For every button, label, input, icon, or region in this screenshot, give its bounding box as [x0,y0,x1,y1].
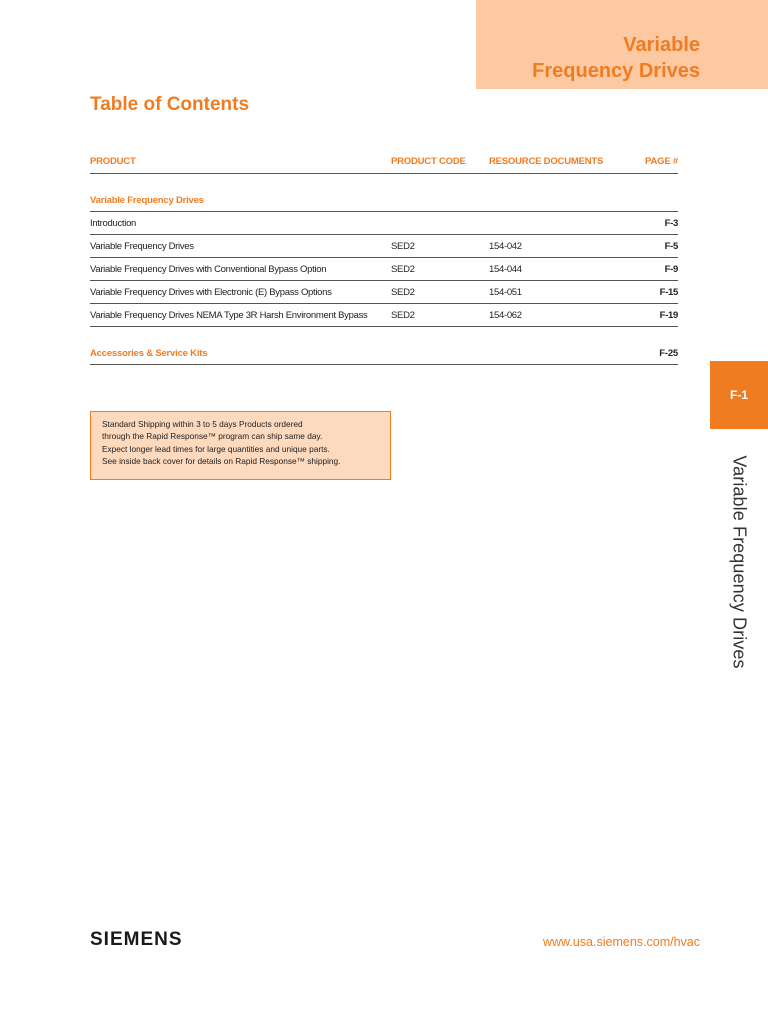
row-resource: 154-051 [489,286,522,298]
section-tab[interactable]: F-1 [710,361,768,429]
row-page: F-5 [664,240,678,252]
side-section-label: Variable Frequency Drives [729,455,750,669]
section-heading-label: Variable Frequency Drives [90,194,204,206]
row-product: Variable Frequency Drives [90,240,194,252]
row-code: SED2 [391,240,415,252]
row-product: Variable Frequency Drives with Conventional Bypass Option [90,263,327,275]
header-title-line1: Variable [623,34,700,56]
header-resource-documents: RESOURCE DOCUMENTS [489,156,604,167]
row-resource: 154-044 [489,263,522,275]
table-row[interactable] [90,258,678,281]
section-heading[interactable] [90,189,678,212]
header-product-code: PRODUCT CODE [391,156,466,167]
header-title [532,32,700,84]
row-page: F-15 [659,286,678,298]
siemens-logo: SIEMENS [90,929,183,950]
row-code: SED2 [391,309,415,321]
page-title: Table of Contents [90,94,250,115]
row-product: Variable Frequency Drives NEMA Type 3R Harsh Environment Bypass [90,309,368,321]
row-page: F-3 [664,217,678,229]
row-page: F-25 [659,347,678,359]
table-row-accessories[interactable] [90,342,678,365]
row-code: SED2 [391,286,415,298]
table-header [90,150,678,174]
row-resource: 154-042 [489,240,522,252]
table-row[interactable] [90,212,678,235]
table-row[interactable] [90,235,678,258]
table-row[interactable] [90,304,678,327]
row-page: F-9 [664,263,678,275]
row-resource: 154-062 [489,309,522,321]
website-link[interactable]: www.usa.siemens.com/hvac [542,935,700,949]
row-code: SED2 [391,263,415,275]
row-product: Introduction [90,217,137,229]
header-product: PRODUCT [90,156,136,167]
toc-table [90,150,678,365]
row-product: Variable Frequency Drives with Electronic (E) Bypass Options [90,286,332,298]
shipping-note: Standard Shipping within 3 to 5 days Products ordered through the Rapid Response™ program can ship same day. Expect longer lead times for large quantities and unique parts. See inside back cover for details on Rapid Response™ shipping. [90,411,391,480]
row-product: Accessories & Service Kits [90,347,208,359]
table-row[interactable] [90,281,678,304]
header-page: PAGE # [645,156,678,167]
row-page: F-19 [659,309,678,321]
header-title-line2: Frequency Drives [532,60,700,82]
